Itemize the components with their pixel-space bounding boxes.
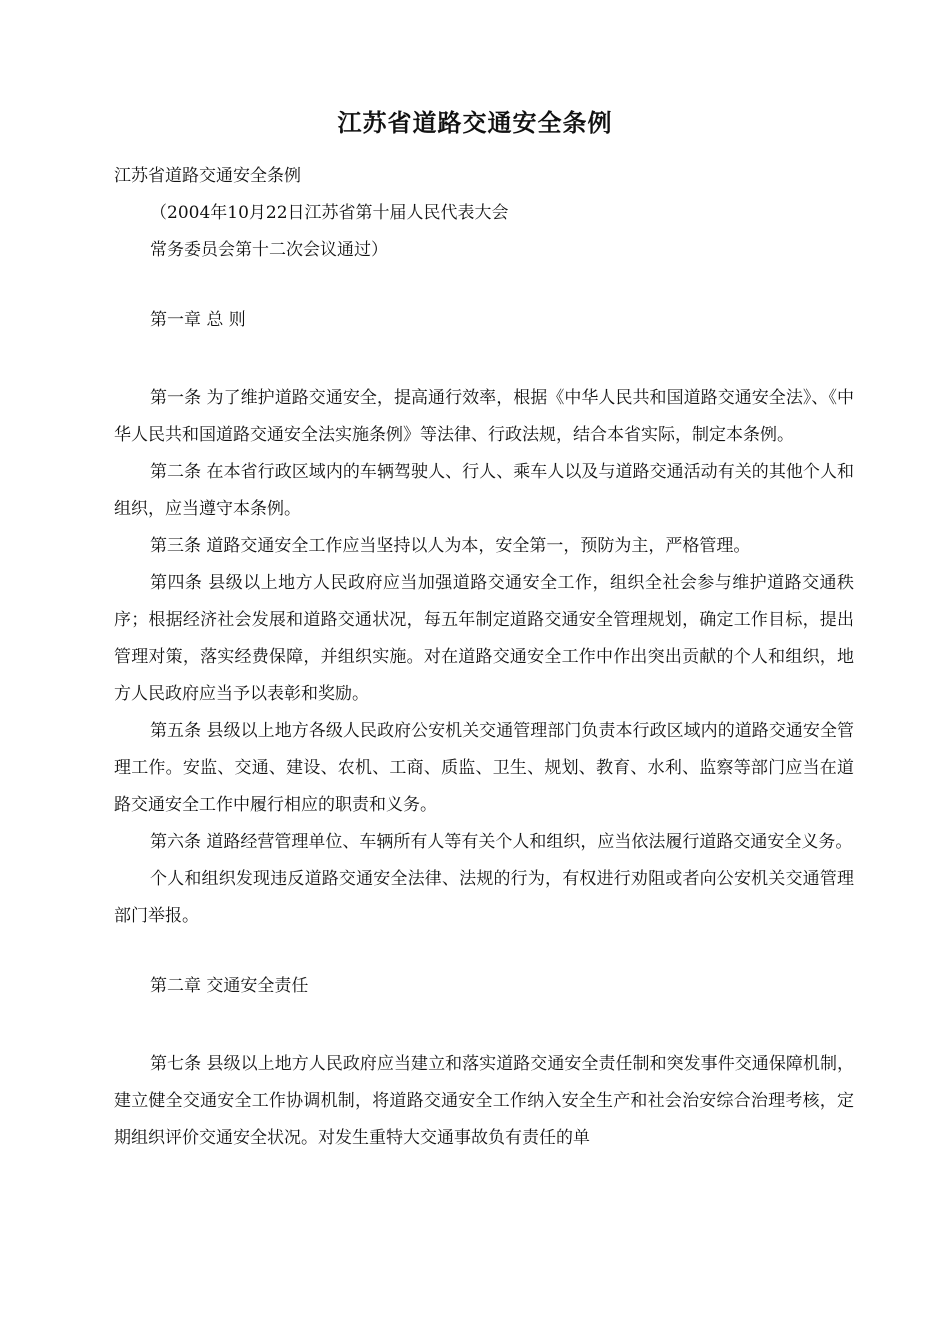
document-body: [114, 158, 854, 1157]
document-subtitle: 江苏省道路交通安全条例: [114, 166, 301, 186]
article-5: 第五条 县级以上地方各级人民政府公安机关交通管理部门负责本行政区域内的道路交通安全管理工作。安监、交通、建设、农机、工商、质监、卫生、规划、教育、水利、监察等部门应当在道路交通安全工作中履行相应的职责和义务。: [114, 721, 854, 815]
chapter-1-heading: 第一章 总 则: [150, 310, 246, 330]
article-6-paragraph-2: 个人和组织发现违反道路交通安全法律、法规的行为，有权进行劝阻或者向公安机关交通管理部门举报。: [114, 869, 854, 926]
article-2: 第二条 在本省行政区域内的车辆驾驶人、行人、乘车人以及与道路交通活动有关的其他个人和组织，应当遵守本条例。: [114, 462, 854, 519]
document-title: 江苏省道路交通安全条例: [337, 108, 613, 137]
chapter-2-heading: 第二章 交通安全责任: [150, 976, 309, 996]
article-1: 第一条 为了维护道路交通安全，提高通行效率，根据《中华人民共和国道路交通安全法》、《中华人民共和国道路交通安全法实施条例》等法律、行政法规，结合本省实际，制定本条例。: [114, 388, 854, 445]
adoption-note-line-2: 常务委员会第十二次会议通过）: [150, 240, 388, 260]
article-3: 第三条 道路交通安全工作应当坚持以人为本，安全第一，预防为主，严格管理。: [150, 536, 751, 556]
adoption-note-line-1: （2004年10月22日江苏省第十届人民代表大会: [150, 203, 509, 223]
article-6: 第六条 道路经营管理单位、车辆所有人等有关个人和组织，应当依法履行道路交通安全义务。: [150, 832, 853, 852]
article-4: 第四条 县级以上地方人民政府应当加强道路交通安全工作，组织全社会参与维护道路交通秩序；根据经济社会发展和道路交通状况，每五年制定道路交通安全管理规划，确定工作目标，提出管理对策，落实经费保障，并组织实施。对在道路交通安全工作中作出突出贡献的个人和组织，地方人民政府应当予以表彰和奖励。: [114, 573, 854, 704]
article-7: 第七条 县级以上地方人民政府应当建立和落实道路交通安全责任制和突发事件交通保障机制，建立健全交通安全工作协调机制，将道路交通安全工作纳入安全生产和社会治安综合治理考核，定期组织评价交通安全状况。对发生重特大交通事故负有责任的单: [114, 1054, 854, 1148]
